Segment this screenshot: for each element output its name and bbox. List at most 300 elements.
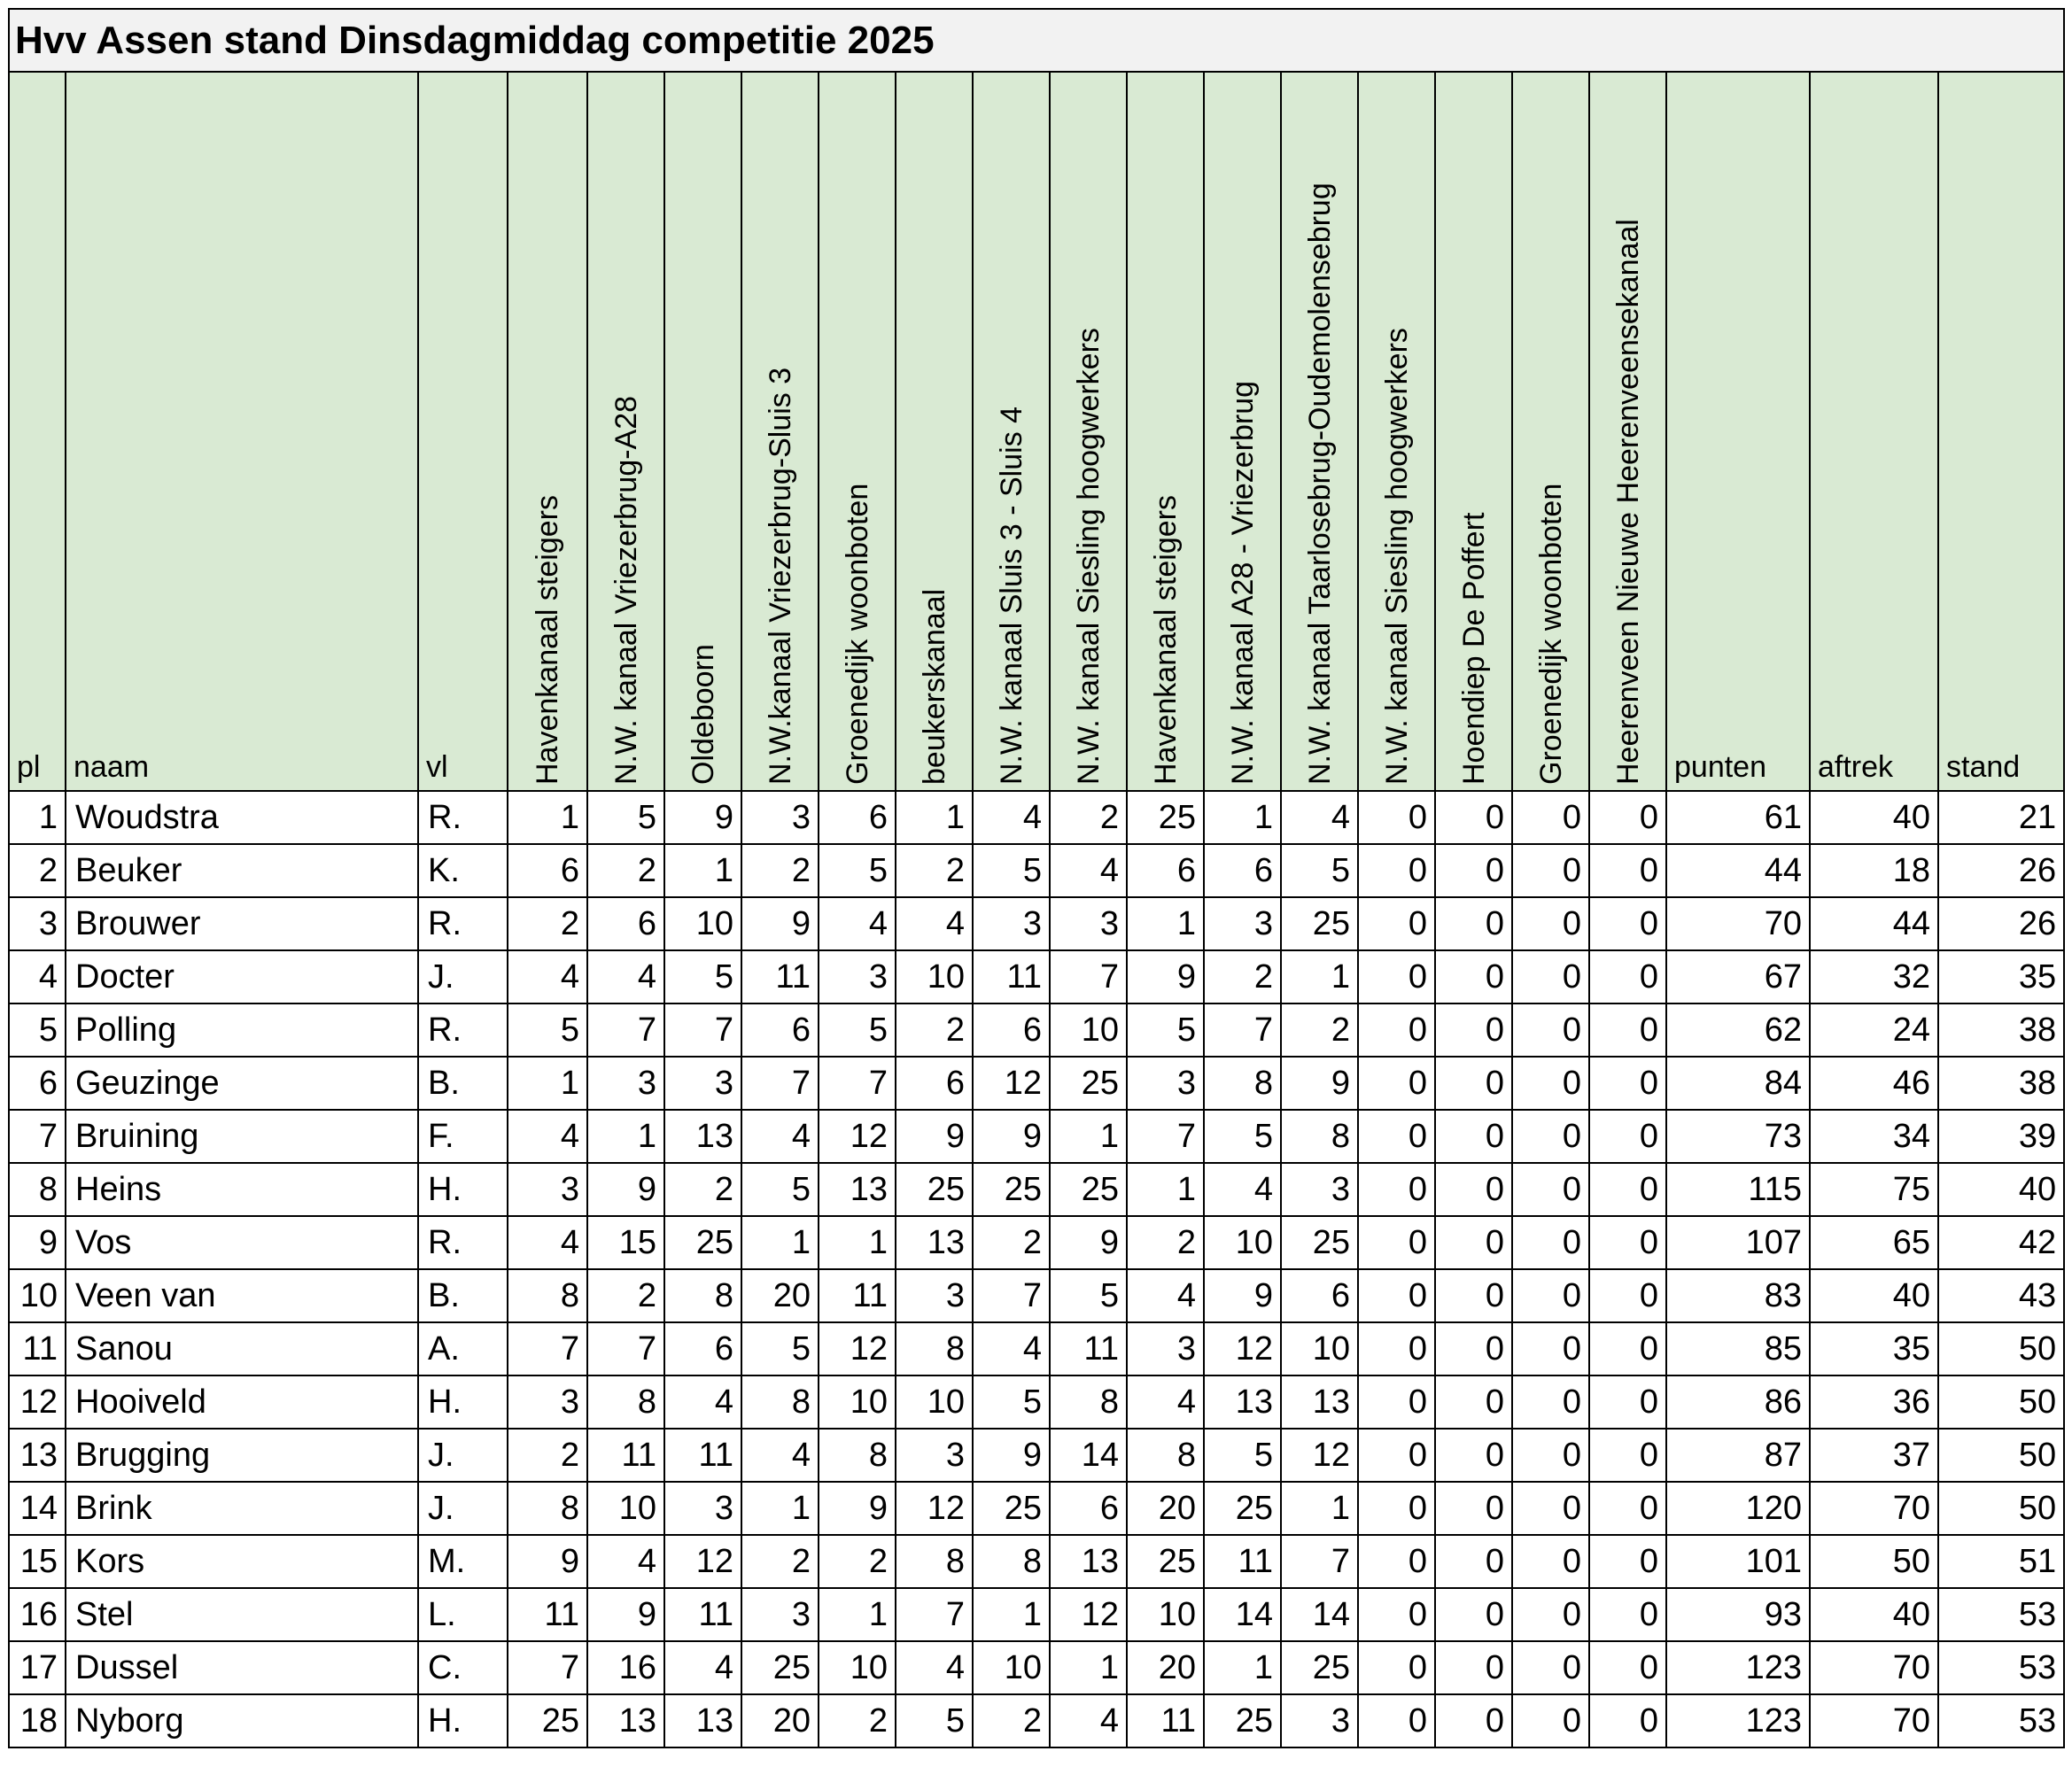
cell-score: 7 [508, 1641, 587, 1694]
cell-score: 3 [1050, 897, 1127, 950]
cell-score: 6 [587, 897, 664, 950]
match-label: Havenkanaal steigers [1148, 495, 1183, 785]
cell-vl: A. [418, 1322, 508, 1375]
cell-pl: 1 [9, 791, 66, 844]
cell-score: 0 [1358, 1482, 1435, 1535]
match-label: N.W. kanaal Siesling hoogwerkers [1071, 328, 1106, 785]
cell-score: 11 [664, 1429, 741, 1482]
col-header-match-5 [819, 72, 896, 791]
table-row [9, 1163, 2064, 1216]
cell-stand: 40 [1938, 1163, 2064, 1216]
cell-score: 12 [973, 1057, 1050, 1110]
cell-score: 2 [819, 1694, 896, 1747]
cell-score: 16 [587, 1641, 664, 1694]
match-label: Havenkanaal steigers [531, 495, 564, 785]
cell-score: 3 [1204, 897, 1281, 950]
cell-aftrek: 40 [1810, 791, 1938, 844]
cell-punten: 62 [1666, 1003, 1810, 1057]
cell-score: 0 [1589, 791, 1666, 844]
cell-score: 1 [1281, 950, 1358, 1003]
cell-score: 3 [1127, 1057, 1204, 1110]
cell-score: 4 [1127, 1375, 1204, 1429]
cell-vl: K. [418, 844, 508, 897]
cell-score: 11 [664, 1588, 741, 1641]
cell-score: 0 [1358, 1163, 1435, 1216]
cell-score: 7 [1281, 1535, 1358, 1588]
cell-score: 25 [1127, 791, 1204, 844]
cell-naam: Geuzinge [66, 1057, 418, 1110]
cell-punten: 61 [1666, 791, 1810, 844]
cell-aftrek: 75 [1810, 1163, 1938, 1216]
cell-stand: 50 [1938, 1429, 2064, 1482]
cell-score: 0 [1358, 1641, 1435, 1694]
cell-score: 10 [819, 1375, 896, 1429]
cell-score: 0 [1512, 1057, 1589, 1110]
cell-score: 1 [1204, 791, 1281, 844]
cell-punten: 93 [1666, 1588, 1810, 1641]
cell-score: 25 [1050, 1057, 1127, 1110]
cell-vl: B. [418, 1057, 508, 1110]
col-header-match-15 [1589, 72, 1666, 791]
cell-score: 0 [1358, 1269, 1435, 1322]
cell-score: 10 [896, 950, 973, 1003]
cell-score: 0 [1435, 1429, 1512, 1482]
cell-score: 1 [896, 791, 973, 844]
cell-score: 9 [587, 1163, 664, 1216]
cell-vl: R. [418, 1216, 508, 1269]
cell-naam: Docter [66, 950, 418, 1003]
cell-score: 0 [1358, 844, 1435, 897]
cell-score: 2 [508, 897, 587, 950]
cell-score: 15 [587, 1216, 664, 1269]
cell-vl: M. [418, 1535, 508, 1588]
cell-score: 4 [1281, 791, 1358, 844]
cell-score: 0 [1512, 1641, 1589, 1694]
cell-score: 0 [1589, 1163, 1666, 1216]
cell-naam: Veen van [66, 1269, 418, 1322]
cell-score: 5 [819, 1003, 896, 1057]
cell-score: 12 [896, 1482, 973, 1535]
cell-score: 5 [973, 844, 1050, 897]
cell-score: 0 [1589, 1429, 1666, 1482]
cell-score: 6 [508, 844, 587, 897]
cell-score: 0 [1435, 897, 1512, 950]
cell-score: 11 [508, 1588, 587, 1641]
cell-punten: 123 [1666, 1641, 1810, 1694]
cell-score: 0 [1435, 950, 1512, 1003]
cell-score: 1 [664, 844, 741, 897]
cell-score: 12 [1281, 1429, 1358, 1482]
cell-score: 0 [1435, 1641, 1512, 1694]
cell-score: 0 [1589, 1057, 1666, 1110]
cell-score: 8 [587, 1375, 664, 1429]
table-row [9, 1482, 2064, 1535]
col-header-match-12 [1358, 72, 1435, 791]
cell-score: 0 [1358, 1694, 1435, 1747]
cell-score: 9 [664, 791, 741, 844]
cell-stand: 26 [1938, 897, 2064, 950]
cell-score: 0 [1589, 1694, 1666, 1747]
cell-score: 2 [973, 1694, 1050, 1747]
cell-aftrek: 40 [1810, 1588, 1938, 1641]
cell-score: 0 [1358, 1322, 1435, 1375]
cell-score: 4 [664, 1375, 741, 1429]
cell-score: 5 [1204, 1110, 1281, 1163]
cell-score: 0 [1589, 897, 1666, 950]
cell-score: 0 [1435, 791, 1512, 844]
cell-naam: Brugging [66, 1429, 418, 1482]
cell-vl: R. [418, 897, 508, 950]
cell-score: 8 [819, 1429, 896, 1482]
cell-score: 1 [1204, 1641, 1281, 1694]
cell-score: 20 [1127, 1482, 1204, 1535]
cell-score: 0 [1512, 897, 1589, 950]
cell-score: 12 [664, 1535, 741, 1588]
cell-score: 3 [587, 1057, 664, 1110]
cell-aftrek: 36 [1810, 1375, 1938, 1429]
cell-aftrek: 37 [1810, 1429, 1938, 1482]
cell-score: 2 [896, 1003, 973, 1057]
cell-score: 10 [896, 1375, 973, 1429]
cell-score: 0 [1512, 1269, 1589, 1322]
cell-naam: Brink [66, 1482, 418, 1535]
cell-vl: B. [418, 1269, 508, 1322]
match-label: N.W. kanaal Sluis 3 - Sluis 4 [994, 406, 1028, 785]
table-row [9, 1535, 2064, 1588]
cell-score: 4 [1127, 1269, 1204, 1322]
cell-score: 2 [896, 844, 973, 897]
table-row [9, 1110, 2064, 1163]
cell-score: 12 [819, 1110, 896, 1163]
cell-score: 3 [1281, 1694, 1358, 1747]
cell-score: 2 [1127, 1216, 1204, 1269]
cell-score: 0 [1435, 1057, 1512, 1110]
cell-score: 1 [1050, 1110, 1127, 1163]
col-header-match-8 [1050, 72, 1127, 791]
cell-score: 11 [1050, 1322, 1127, 1375]
cell-aftrek: 40 [1810, 1269, 1938, 1322]
cell-score: 25 [664, 1216, 741, 1269]
cell-naam: Sanou [66, 1322, 418, 1375]
cell-score: 20 [741, 1269, 819, 1322]
cell-score: 6 [896, 1057, 973, 1110]
cell-score: 11 [741, 950, 819, 1003]
cell-score: 1 [741, 1216, 819, 1269]
cell-score: 0 [1435, 1482, 1512, 1535]
cell-score: 25 [1204, 1694, 1281, 1747]
cell-score: 2 [819, 1535, 896, 1588]
cell-score: 3 [896, 1429, 973, 1482]
cell-score: 0 [1435, 1588, 1512, 1641]
cell-score: 4 [587, 1535, 664, 1588]
cell-score: 8 [508, 1482, 587, 1535]
cell-score: 5 [741, 1163, 819, 1216]
cell-stand: 35 [1938, 950, 2064, 1003]
cell-score: 3 [973, 897, 1050, 950]
cell-score: 9 [896, 1110, 973, 1163]
table-row [9, 1003, 2064, 1057]
cell-score: 11 [587, 1429, 664, 1482]
col-header-match-10 [1204, 72, 1281, 791]
cell-score: 13 [1050, 1535, 1127, 1588]
cell-naam: Bruining [66, 1110, 418, 1163]
cell-score: 6 [819, 791, 896, 844]
cell-score: 13 [1204, 1375, 1281, 1429]
cell-score: 14 [1281, 1588, 1358, 1641]
cell-vl: J. [418, 950, 508, 1003]
cell-score: 14 [1204, 1588, 1281, 1641]
cell-score: 5 [1127, 1003, 1204, 1057]
match-label: N.W. kanaal Siesling hoogwerkers [1379, 328, 1414, 785]
cell-score: 2 [741, 1535, 819, 1588]
table-row [9, 1694, 2064, 1747]
cell-score: 4 [1050, 1694, 1127, 1747]
cell-aftrek: 44 [1810, 897, 1938, 950]
cell-score: 25 [1281, 1641, 1358, 1694]
cell-score: 8 [973, 1535, 1050, 1588]
cell-score: 1 [1127, 897, 1204, 950]
cell-aftrek: 46 [1810, 1057, 1938, 1110]
cell-score: 1 [1050, 1641, 1127, 1694]
cell-score: 0 [1512, 1110, 1589, 1163]
cell-score: 7 [1127, 1110, 1204, 1163]
cell-score: 0 [1435, 1535, 1512, 1588]
cell-naam: Hooiveld [66, 1375, 418, 1429]
cell-score: 4 [741, 1429, 819, 1482]
cell-score: 10 [819, 1641, 896, 1694]
col-header-naam: naam [66, 72, 418, 791]
cell-score: 8 [1127, 1429, 1204, 1482]
cell-score: 4 [1050, 844, 1127, 897]
cell-score: 1 [1127, 1163, 1204, 1216]
cell-score: 8 [896, 1535, 973, 1588]
cell-score: 9 [587, 1588, 664, 1641]
cell-stand: 39 [1938, 1110, 2064, 1163]
cell-score: 4 [587, 950, 664, 1003]
cell-score: 3 [664, 1057, 741, 1110]
cell-score: 5 [1281, 844, 1358, 897]
cell-score: 4 [664, 1641, 741, 1694]
cell-vl: J. [418, 1429, 508, 1482]
cell-score: 0 [1589, 1216, 1666, 1269]
cell-score: 5 [1050, 1269, 1127, 1322]
cell-score: 4 [508, 1216, 587, 1269]
cell-score: 2 [741, 844, 819, 897]
standings-table [8, 8, 2065, 1748]
cell-pl: 18 [9, 1694, 66, 1747]
cell-score: 2 [1204, 950, 1281, 1003]
cell-score: 9 [508, 1535, 587, 1588]
cell-score: 6 [1281, 1269, 1358, 1322]
cell-score: 7 [896, 1588, 973, 1641]
cell-pl: 7 [9, 1110, 66, 1163]
cell-score: 5 [819, 844, 896, 897]
cell-score: 11 [819, 1269, 896, 1322]
col-header-match-4 [741, 72, 819, 791]
cell-score: 0 [1589, 1482, 1666, 1535]
cell-score: 0 [1435, 1003, 1512, 1057]
cell-score: 25 [973, 1163, 1050, 1216]
cell-score: 0 [1589, 844, 1666, 897]
cell-vl: C. [418, 1641, 508, 1694]
cell-aftrek: 24 [1810, 1003, 1938, 1057]
match-label: N.W. kanaal Vriezerbrug-A28 [609, 395, 643, 785]
cell-score: 0 [1589, 1375, 1666, 1429]
cell-score: 0 [1512, 1163, 1589, 1216]
cell-score: 2 [1281, 1003, 1358, 1057]
cell-score: 10 [587, 1482, 664, 1535]
table-row [9, 1588, 2064, 1641]
cell-score: 0 [1435, 1694, 1512, 1747]
cell-punten: 87 [1666, 1429, 1810, 1482]
cell-score: 4 [1204, 1163, 1281, 1216]
cell-aftrek: 70 [1810, 1694, 1938, 1747]
cell-score: 25 [1281, 1216, 1358, 1269]
col-header-match-6 [896, 72, 973, 791]
cell-stand: 43 [1938, 1269, 2064, 1322]
match-label: Groenedijk woonboten [840, 483, 874, 785]
cell-score: 25 [1127, 1535, 1204, 1588]
cell-score: 2 [508, 1429, 587, 1482]
cell-pl: 14 [9, 1482, 66, 1535]
table-row [9, 1269, 2064, 1322]
cell-score: 9 [1281, 1057, 1358, 1110]
match-label: N.W. kanaal Taarlosebrug-Oudemolensebrug [1302, 182, 1337, 785]
cell-score: 9 [819, 1482, 896, 1535]
cell-aftrek: 34 [1810, 1110, 1938, 1163]
col-header-match-14 [1512, 72, 1589, 791]
cell-score: 7 [973, 1269, 1050, 1322]
cell-punten: 85 [1666, 1322, 1810, 1375]
cell-score: 0 [1435, 1375, 1512, 1429]
table-row [9, 1322, 2064, 1375]
cell-score: 6 [1050, 1482, 1127, 1535]
table-row [9, 1057, 2064, 1110]
match-label: Hoendiep De Poffert [1456, 512, 1491, 785]
cell-score: 3 [508, 1163, 587, 1216]
cell-stand: 38 [1938, 1057, 2064, 1110]
cell-score: 1 [508, 791, 587, 844]
cell-score: 5 [587, 791, 664, 844]
cell-score: 0 [1358, 1003, 1435, 1057]
cell-score: 3 [896, 1269, 973, 1322]
cell-score: 13 [896, 1216, 973, 1269]
cell-score: 20 [1127, 1641, 1204, 1694]
cell-score: 7 [508, 1322, 587, 1375]
cell-stand: 51 [1938, 1535, 2064, 1588]
cell-score: 9 [1050, 1216, 1127, 1269]
cell-aftrek: 50 [1810, 1535, 1938, 1588]
cell-aftrek: 32 [1810, 950, 1938, 1003]
cell-naam: Beuker [66, 844, 418, 897]
cell-score: 11 [1127, 1694, 1204, 1747]
cell-pl: 6 [9, 1057, 66, 1110]
cell-stand: 42 [1938, 1216, 2064, 1269]
cell-score: 0 [1589, 1003, 1666, 1057]
cell-pl: 11 [9, 1322, 66, 1375]
cell-naam: Heins [66, 1163, 418, 1216]
cell-score: 10 [1281, 1322, 1358, 1375]
cell-pl: 3 [9, 897, 66, 950]
cell-pl: 5 [9, 1003, 66, 1057]
column-header-row [9, 72, 2064, 791]
cell-score: 7 [819, 1057, 896, 1110]
cell-score: 0 [1358, 1429, 1435, 1482]
cell-score: 1 [587, 1110, 664, 1163]
cell-score: 1 [1281, 1482, 1358, 1535]
cell-aftrek: 35 [1810, 1322, 1938, 1375]
cell-score: 20 [741, 1694, 819, 1747]
table-row [9, 1641, 2064, 1694]
cell-punten: 70 [1666, 897, 1810, 950]
cell-naam: Brouwer [66, 897, 418, 950]
cell-score: 2 [973, 1216, 1050, 1269]
cell-stand: 53 [1938, 1641, 2064, 1694]
cell-score: 10 [664, 897, 741, 950]
cell-stand: 50 [1938, 1322, 2064, 1375]
cell-score: 5 [973, 1375, 1050, 1429]
cell-score: 9 [973, 1110, 1050, 1163]
cell-score: 7 [1050, 950, 1127, 1003]
cell-score: 7 [741, 1057, 819, 1110]
col-header-pl: pl [9, 72, 66, 791]
cell-score: 11 [973, 950, 1050, 1003]
cell-score: 0 [1358, 1057, 1435, 1110]
cell-stand: 53 [1938, 1694, 2064, 1747]
cell-score: 0 [1435, 1110, 1512, 1163]
cell-score: 0 [1589, 1269, 1666, 1322]
cell-score: 6 [973, 1003, 1050, 1057]
cell-score: 4 [896, 1641, 973, 1694]
cell-punten: 107 [1666, 1216, 1810, 1269]
table-row [9, 1429, 2064, 1482]
cell-pl: 8 [9, 1163, 66, 1216]
cell-score: 0 [1512, 791, 1589, 844]
cell-aftrek: 70 [1810, 1641, 1938, 1694]
cell-score: 0 [1512, 844, 1589, 897]
cell-naam: Woudstra [66, 791, 418, 844]
col-header-punten: punten [1666, 72, 1810, 791]
cell-punten: 101 [1666, 1535, 1810, 1588]
cell-score: 7 [587, 1322, 664, 1375]
cell-pl: 16 [9, 1588, 66, 1641]
col-header-vl: vl [418, 72, 508, 791]
cell-score: 2 [587, 1269, 664, 1322]
cell-punten: 83 [1666, 1269, 1810, 1322]
cell-score: 6 [1204, 844, 1281, 897]
col-header-match-3 [664, 72, 741, 791]
cell-score: 0 [1512, 1588, 1589, 1641]
cell-score: 4 [508, 950, 587, 1003]
cell-score: 11 [1204, 1535, 1281, 1588]
match-label: N.W. kanaal A28 - Vriezerbrug [1225, 380, 1260, 785]
cell-naam: Dussel [66, 1641, 418, 1694]
cell-score: 2 [1050, 791, 1127, 844]
cell-score: 8 [1281, 1110, 1358, 1163]
cell-score: 25 [973, 1482, 1050, 1535]
cell-score: 8 [508, 1269, 587, 1322]
cell-pl: 9 [9, 1216, 66, 1269]
col-header-match-11 [1281, 72, 1358, 791]
cell-punten: 84 [1666, 1057, 1810, 1110]
cell-score: 10 [1127, 1588, 1204, 1641]
cell-punten: 120 [1666, 1482, 1810, 1535]
cell-score: 25 [1281, 897, 1358, 950]
col-header-match-7 [973, 72, 1050, 791]
cell-score: 4 [973, 791, 1050, 844]
cell-score: 0 [1358, 1588, 1435, 1641]
cell-aftrek: 18 [1810, 844, 1938, 897]
